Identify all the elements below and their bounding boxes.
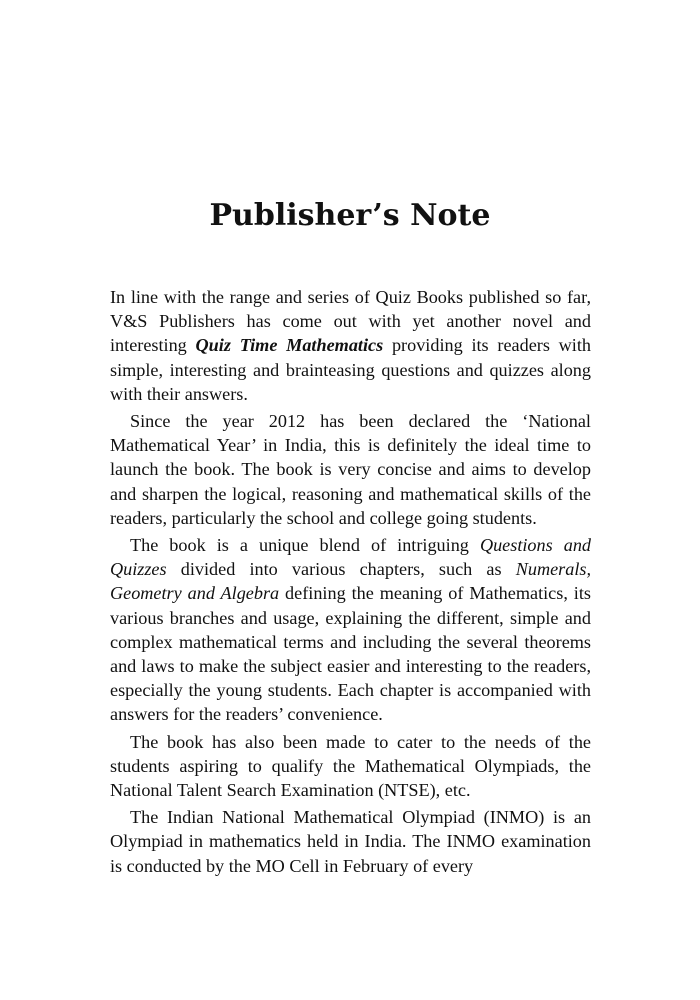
paragraph-1-text-a: In line with the range and series of Quiz Books published so far, V&S Publishers has come out with yet another novel and interesting [110,287,591,356]
book-title-emphasis: Quiz Time Mathematics [195,335,384,356]
chapters-emphasis: Numerals, Geometry and Algebra [110,559,591,604]
paragraph-3-text-a: The book is a unique blend of intriguing [130,535,480,556]
paragraph-4-text: The book has also been made to cater to the needs of the students aspiring to qualify the Mathematical Olympiads, the National Talent Search Examination (NTSE), etc. [110,731,591,801]
paragraph-5 [110,805,591,878]
page-title: Publisher’s Note [209,198,491,233]
paragraph-3-text-b: divided into various chapters, such as [166,559,516,580]
paragraph-3-text-c: defining the meaning of Mathematics, its various branches and usage, explaining the different, simple and complex mathematical terms and including the several theorems and laws to make the subject easier and interesting to the readers, especially the young students. Each chapter is accompanied with answers for the readers’ convenience. [110,583,591,725]
document-body [110,285,591,880]
paragraph-2-text: Since the year 2012 has been declared the ‘National Mathematical Year’ in India, this is definitely the ideal time to launch the book. The book is very concise and aims to develop and sharpen the logical, reasoning and mathematical skills of the readers, particularly the school and college going students. [110,411,591,528]
paragraph-1 [110,285,591,406]
paragraph-2 [110,409,591,530]
paragraph-1-text-b: providing its readers with simple, interesting and brainteasing questions and quizzes along with their answers. [110,335,592,404]
paragraph-5-text: The Indian National Mathematical Olympiad (INMO) is an Olympiad in mathematics held in India. The INMO examination is conducted by the MO Cell in February of every [110,807,591,876]
paragraph-3 [110,533,591,727]
paragraph-4 [110,730,591,803]
questions-quizzes-emphasis: Questions and Quizzes [110,535,592,580]
